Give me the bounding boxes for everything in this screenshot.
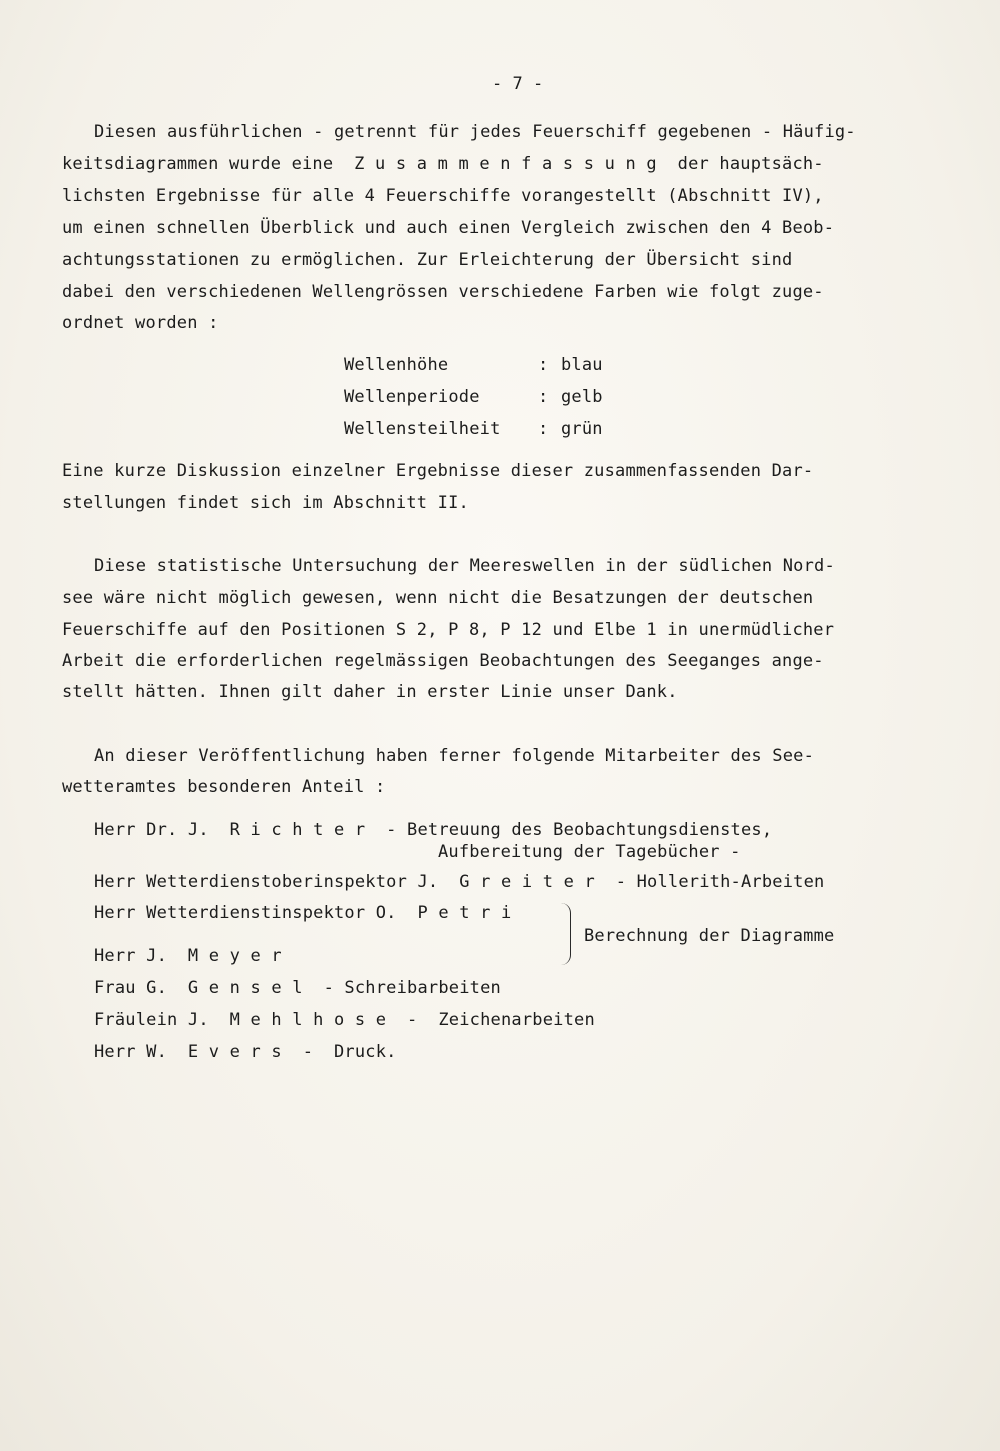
paragraph-4-line: An dieser Veröffentlichung haben ferner folgende Mitarbeiter des See- — [94, 746, 815, 766]
paragraph-1-line: um einen schnellen Überblick und auch einen Vergleich zwischen den 4 Beob- — [62, 218, 835, 238]
color-table-term: Wellenperiode — [344, 387, 480, 407]
paragraph-1-line: dabei den verschiedenen Wellengrössen verschiedene Farben wie folgt zuge- — [62, 282, 824, 302]
contributor-richter-task-continued: Aufbereitung der Tagebücher - — [438, 842, 741, 862]
contributor-greiter: Herr Wetterdienstoberinspektor J. G r e i t e r - Hollerith-Arbeiten — [94, 872, 825, 892]
contributor-gensel: Frau G. G e n s e l - Schreibarbeiten — [94, 978, 501, 998]
contributor-richter: Herr Dr. J. R i c h t e r - Betreuung des Beobachtungsdienstes, — [94, 820, 773, 840]
paragraph-1-line: keitsdiagrammen wurde eine Z u s a m m e n f a s s u n g der hauptsäch- — [62, 154, 824, 174]
paragraph-3-line: Feuerschiffe auf den Positionen S 2, P 8, P 12 und Elbe 1 in unermüdlicher — [62, 620, 835, 640]
paragraph-3-line: Arbeit die erforderlichen regelmässigen Beobachtungen des Seeganges ange- — [62, 651, 824, 671]
contributor-petri: Herr Wetterdienstinspektor O. P e t r i — [94, 903, 512, 923]
contributor-group-task: Berechnung der Diagramme — [584, 926, 835, 946]
color-table-color: gelb — [561, 387, 603, 407]
paragraph-3-line: see wäre nicht möglich gewesen, wenn nicht die Besatzungen der deutschen — [62, 588, 814, 608]
paragraph-1-line: ordnet worden : — [62, 313, 219, 333]
contributor-evers: Herr W. E v e r s - Druck. — [94, 1042, 397, 1062]
paragraph-1-line: lichsten Ergebnisse für alle 4 Feuerschiffe vorangestellt (Abschnitt IV), — [62, 186, 824, 206]
color-table-term: Wellensteilheit — [344, 419, 501, 439]
color-table-separator: : — [538, 387, 549, 407]
color-table-color: grün — [561, 419, 603, 439]
paragraph-2-line: Eine kurze Diskussion einzelner Ergebnisse dieser zusammenfassenden Dar- — [62, 461, 814, 481]
paragraph-1-line: Diesen ausführlichen - getrennt für jedes Feuerschiff gegebenen - Häufig- — [94, 122, 856, 142]
paragraph-1-line: achtungsstationen zu ermöglichen. Zur Erleichterung der Übersicht sind — [62, 250, 793, 270]
color-table-separator: : — [538, 355, 549, 375]
color-table-separator: : — [538, 419, 549, 439]
paragraph-2-line: stellungen findet sich im Abschnitt II. — [62, 493, 469, 513]
paragraph-3-line: Diese statistische Untersuchung der Meereswellen in der südlichen Nord- — [94, 556, 835, 576]
paragraph-3-line: stellt hätten. Ihnen gilt daher in erster Linie unser Dank. — [62, 682, 678, 702]
page-number: - 7 - — [492, 74, 544, 94]
color-table-color: blau — [561, 355, 603, 375]
paragraph-4-line: wetteramtes besonderen Anteil : — [62, 777, 386, 797]
color-table-term: Wellenhöhe — [344, 355, 449, 375]
contributor-mehlhose: Fräulein J. M e h l h o s e - Zeichenarbeiten — [94, 1010, 595, 1030]
grouping-brace — [560, 903, 571, 965]
contributor-meyer: Herr J. M e y e r — [94, 946, 282, 966]
